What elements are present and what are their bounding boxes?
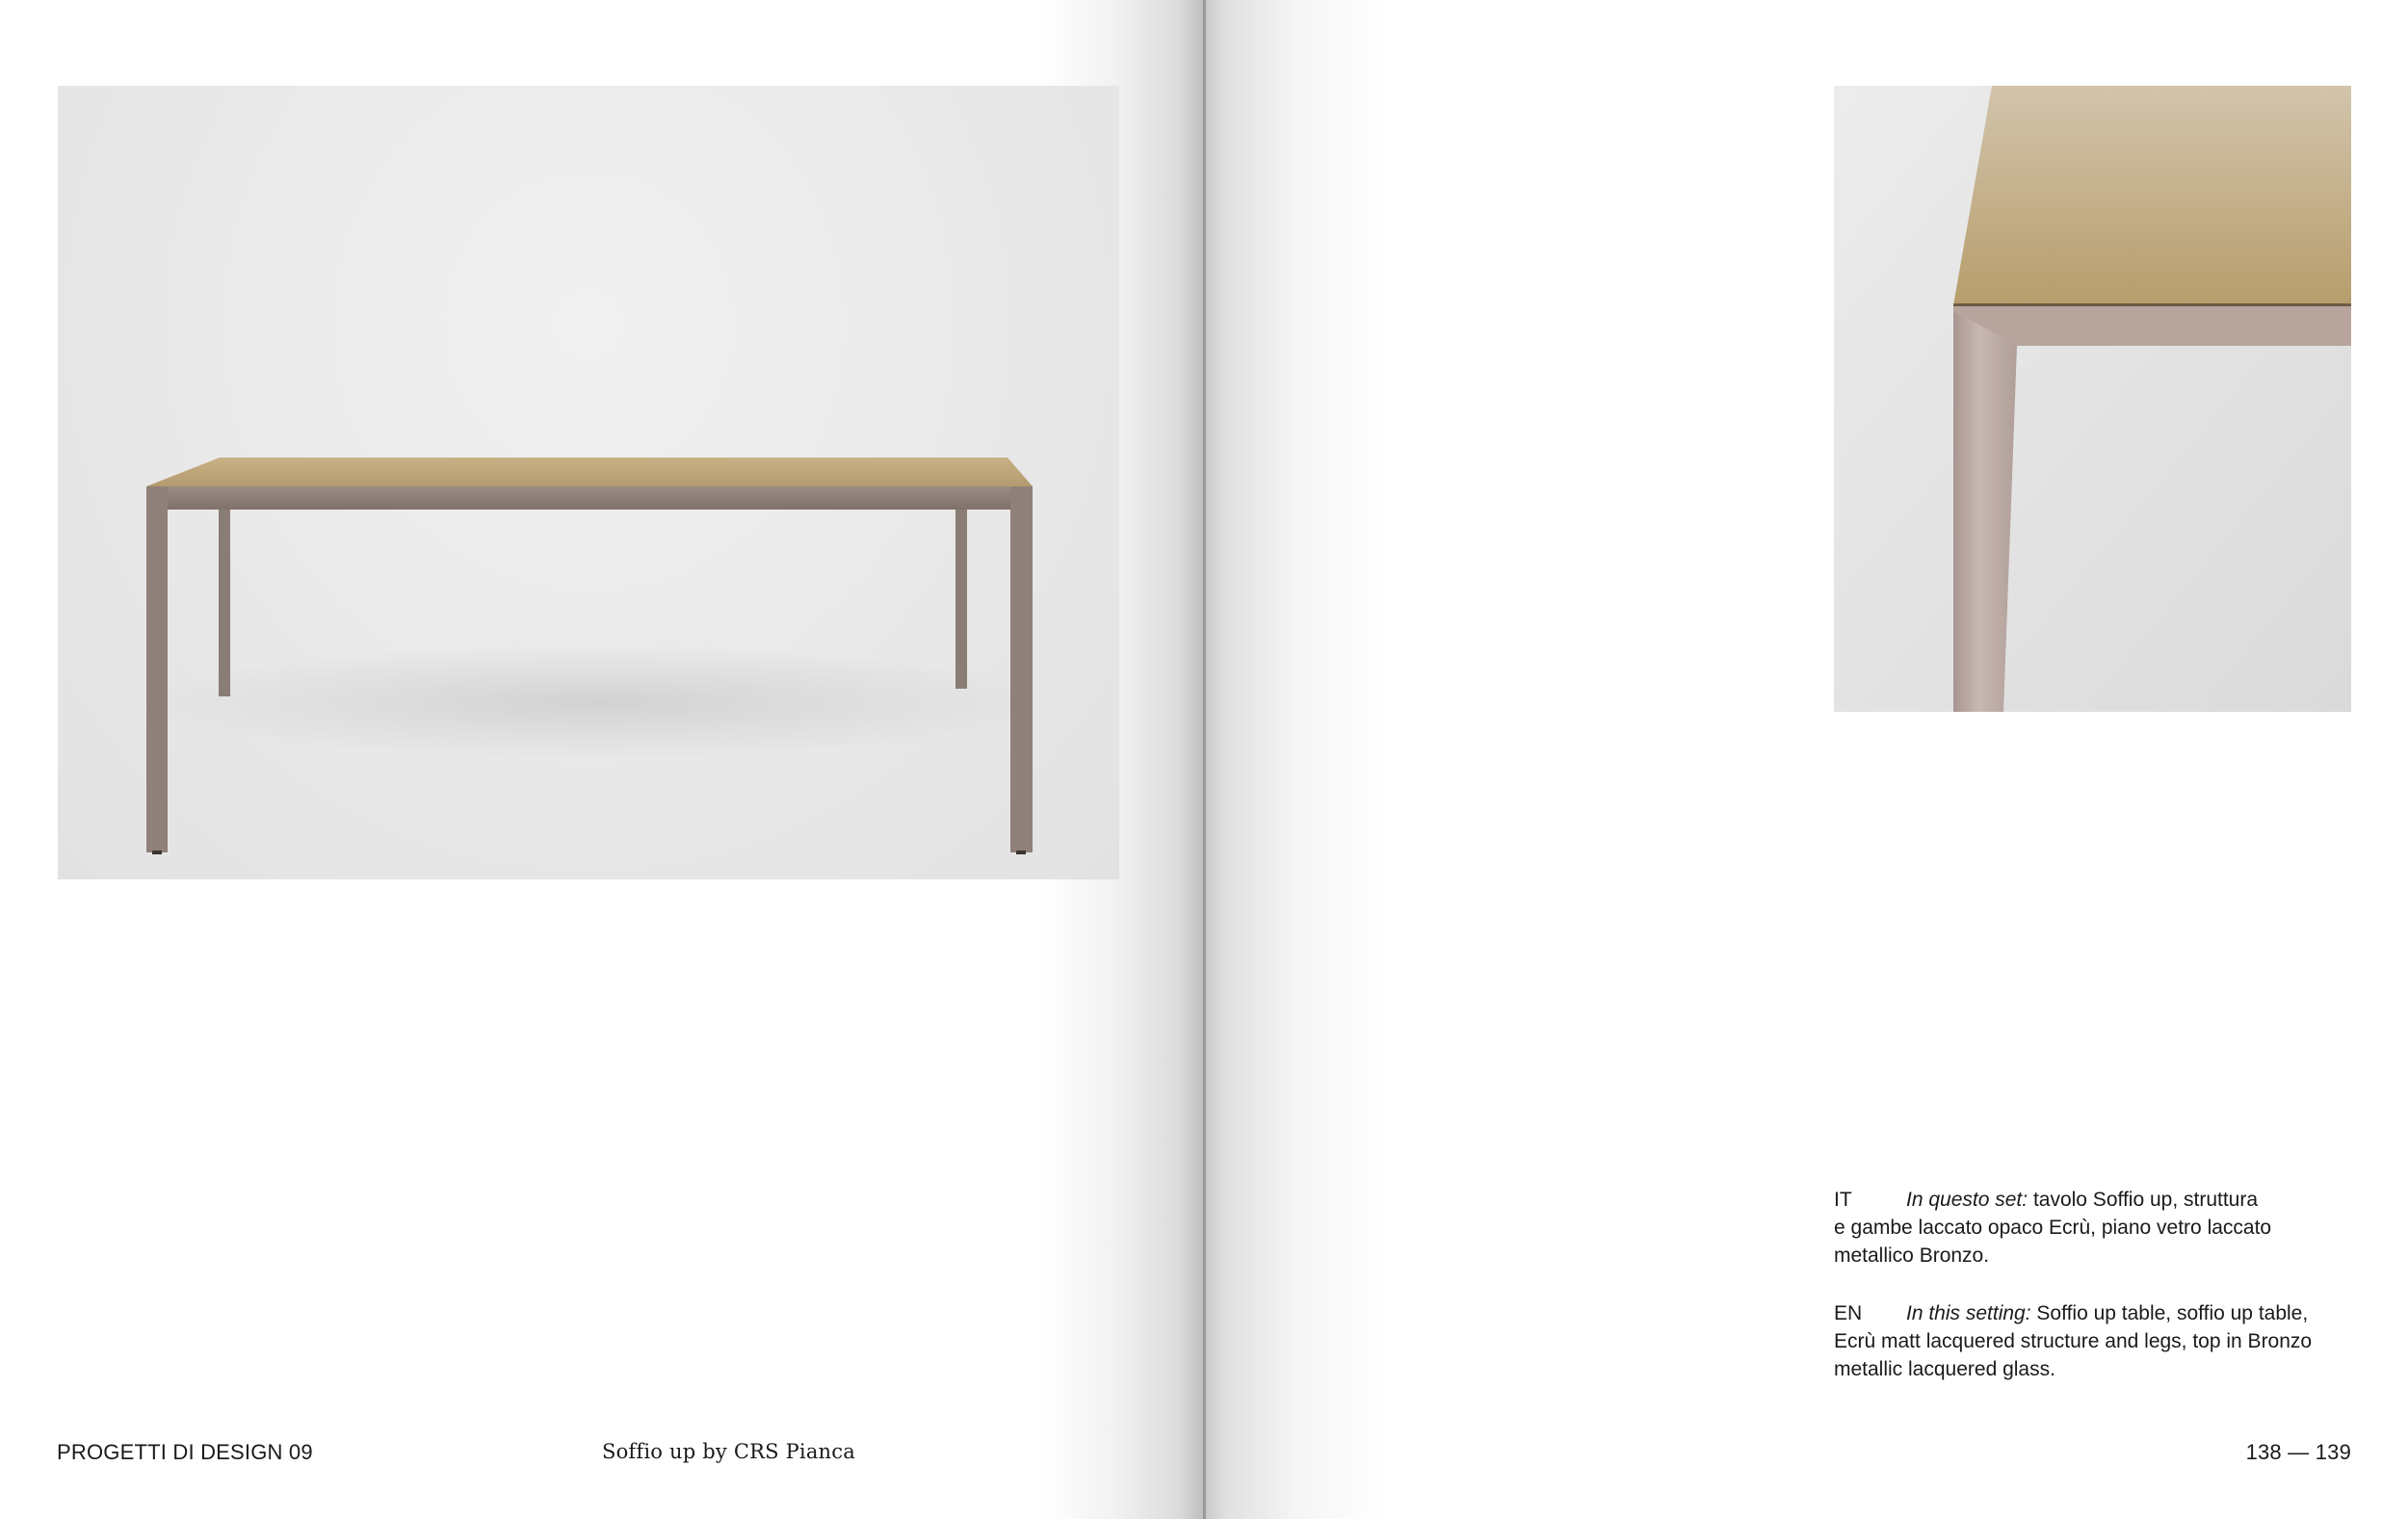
table-corner-detail-photo bbox=[1834, 86, 2351, 712]
caption-english bbox=[1834, 1299, 2351, 1383]
caption-line: Soffio up table, soffio up table, bbox=[2036, 1302, 2309, 1324]
spine-fold bbox=[1203, 0, 1206, 1519]
footer-series-label: PROGETTI DI DESIGN 09 bbox=[57, 1440, 313, 1464]
caption-lead: In questo set: bbox=[1906, 1189, 2028, 1211]
gutter-shadow-right bbox=[1204, 0, 1387, 1519]
language-label: IT bbox=[1834, 1189, 1852, 1211]
footer-product-title: Soffio up by CRS Pianca bbox=[602, 1440, 855, 1463]
caption-line: e gambe laccato opaco Ecrù, piano vetro laccato bbox=[1834, 1217, 2272, 1239]
caption-lead: In this setting: bbox=[1906, 1302, 2031, 1324]
caption-line: Ecrù matt lacquered structure and legs, top in Bronzo bbox=[1834, 1330, 2313, 1352]
caption-line: tavolo Soffio up, struttura bbox=[2032, 1189, 2259, 1211]
caption-line: metallico Bronzo. bbox=[1834, 1244, 1990, 1267]
footer-page-numbers: 138 — 139 bbox=[2245, 1440, 2351, 1464]
tabletop-shape bbox=[146, 458, 1033, 486]
language-label: EN bbox=[1834, 1302, 1863, 1324]
caption-line: metallic lacquered glass. bbox=[1834, 1358, 2055, 1380]
table-photo bbox=[58, 86, 1119, 879]
caption-italian bbox=[1834, 1186, 2351, 1270]
